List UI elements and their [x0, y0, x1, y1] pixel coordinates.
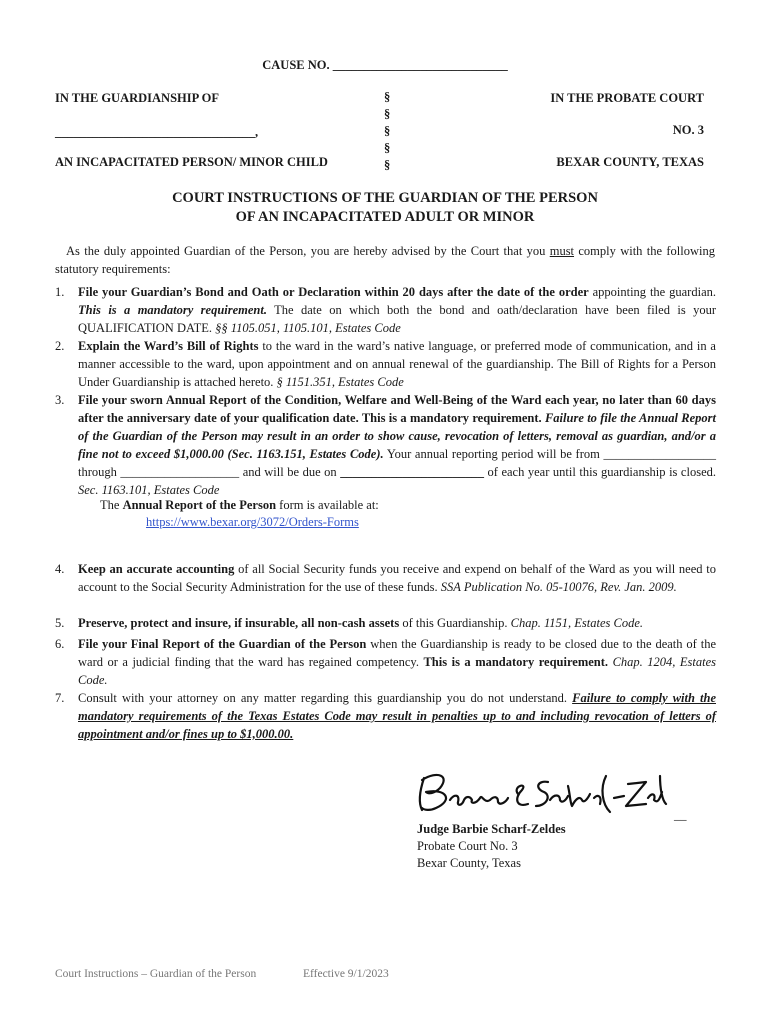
signature-dash: __ — [674, 808, 687, 822]
caption-probate-court: IN THE PROBATE COURT — [550, 91, 704, 105]
section-mark: § — [384, 158, 391, 172]
section-mark: § — [384, 90, 391, 104]
cause-number: CAUSE NO. ____________________________ — [262, 58, 508, 72]
list-item: 6. File your Final Report of the Guardian of the Person when the Guardianship is ready to be closed due to the death of the ward or a judicial finding that the ward has regained competency. This is a mandatory requirement. Chap. 1204, Estates Code. — [55, 637, 717, 687]
item-number: 3. — [55, 393, 65, 407]
list-item: 1. File your Guardian’s Bond and Oath or Declaration within 20 days after the date of the order appointing the guardian. This is a mandatory requirement. The date on which both the bond and oath/declaration have been filed is your QUALIFICATION DATE. §§ 1105.051, 1105.101, Estates Code — [55, 285, 716, 335]
section-mark: § — [384, 124, 391, 138]
list-item: 2. Explain the Ward’s Bill of Rights to the ward in the ward’s native language, or preferred mode of communication, and in a manner accessible to the ward, upon appointment and on annual renewal of the guardianship. The Bill of Rights for a Person Under Guardianship is attached hereto. § 1151.351, Estates Code — [55, 339, 716, 389]
footer-effective-date: Effective 9/1/2023 — [303, 968, 389, 980]
caption-court-number: NO. 3 — [672, 123, 704, 137]
footer-document-name: Court Instructions – Guardian of the Person — [55, 968, 257, 980]
caption-county: BEXAR COUNTY, TEXAS — [556, 155, 704, 169]
list-item: 7. Consult with your attorney on any matter regarding this guardianship you do not understand. Failure to comply with the mandatory requirements of the Texas Estates Code may result in penalties up to and including revocation of letters of appointment and/or fines up to $1,000.00. — [55, 691, 716, 741]
list-item: 5. Preserve, protect and insure, if insurable, all non-cash assets of this Guardianship. Chap. 1151, Estates Code. — [55, 616, 644, 630]
item-number: 4. — [55, 562, 65, 576]
judge-county: Bexar County, Texas — [417, 856, 521, 870]
document-title — [0, 189, 770, 227]
item-number: 6. — [55, 637, 65, 651]
judge-court: Probate Court No. 3 — [417, 839, 518, 853]
section-mark: § — [384, 107, 391, 121]
item-number: 5. — [55, 616, 65, 630]
section-mark: § — [384, 141, 391, 155]
item-number: 7. — [55, 691, 65, 705]
judge-name: Judge Barbie Scharf-Zeldes — [417, 822, 566, 836]
item-number: 1. — [55, 285, 65, 299]
orders-forms-link[interactable]: https://www.bexar.org/3072/Orders-Forms — [146, 515, 359, 529]
title-line-2: OF AN INCAPACITATED ADULT OR MINOR — [235, 209, 535, 225]
intro-paragraph: As the duly appointed Guardian of the Person, you are hereby advised by the Court that you must comply with the following statutory requirements: — [55, 244, 715, 276]
judge-signature — [410, 764, 670, 822]
list-item: 4. Keep an accurate accounting of all Social Security funds you receive and expend on behalf of the Ward as you will need to account to the Social Security Administration for the use of these funds. SSA Publication No. 05-10076, Rev. Jan. 2009. — [55, 562, 716, 594]
title-line-1: COURT INSTRUCTIONS OF THE GUARDIAN OF THE PERSON — [172, 190, 598, 206]
caption-guardianship-of: IN THE GUARDIANSHIP OF — [55, 91, 220, 105]
caption-incapacitated-person: AN INCAPACITATED PERSON/ MINOR CHILD — [55, 155, 328, 169]
item-number: 2. — [55, 339, 65, 353]
caption-ward-name-blank: ________________________________, — [55, 125, 259, 139]
annual-report-form-note: The Annual Report of the Person form is available at: — [100, 498, 379, 512]
list-item: 3. File your sworn Annual Report of the Condition, Welfare and Well-Being of the Ward each year, no later than 60 days after the anniversary date of your qualification date. This is a mandatory requirement. Failure to file the Annual Report of the Guardian of the Person may result in an order to show cause, revocation of letters, removal as guardian, and/or a fine not to exceed $1,000.00 (Sec. 1163.151, Estates Code). Your annual reporting period will be from __________________ through ___________________ and will be due on _______________________ of each year until this guardianship is closed. Sec. 1163.101, Estates Code — [55, 393, 717, 497]
